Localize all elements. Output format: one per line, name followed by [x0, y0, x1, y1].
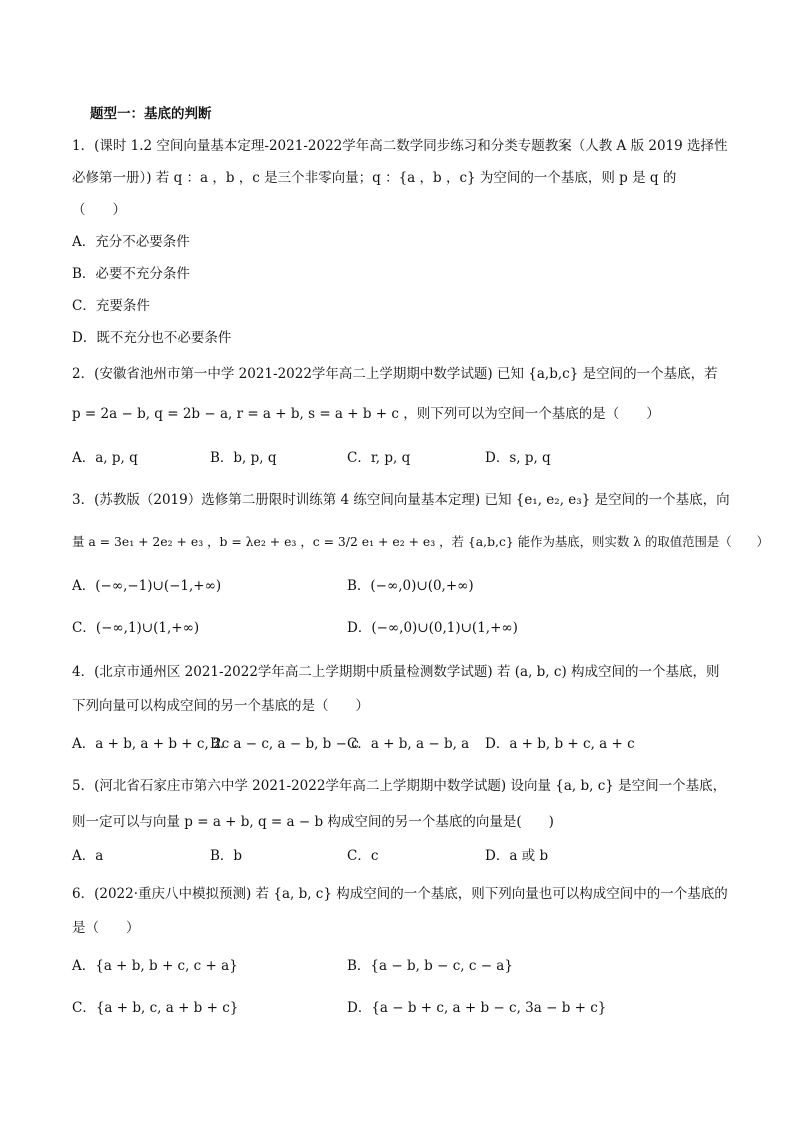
q5-option-d: D．a 或 b	[485, 848, 549, 864]
q6-option-c: C．{a + b, c, a + b + c}	[72, 1000, 239, 1016]
q2-option-b: B．b, p, q	[210, 450, 277, 466]
q4-option-b: B．a − c, a − b, b − c	[210, 736, 359, 752]
q2-stem-line-1: 2．(安徽省池州市第一中学 2021-2022学年高二上学期期中数学试题) 已知 {a,b,c} 是空间的一个基底，若	[72, 366, 718, 382]
q5-option-a: A．a	[72, 848, 104, 864]
q6-option-a: A．{a + b, b + c, c + a}	[72, 958, 238, 974]
q5-option-c: C．c	[347, 848, 379, 864]
q4-stem-line-1: 4．(北京市通州区 2021-2022学年高二上学期期中质量检测数学试题) 若 (a, b, c) 构成空间的一个基底，则	[72, 664, 720, 680]
q6-stem-line-1: 6．(2022·重庆八中模拟预测) 若 {a, b, c} 构成空间的一个基底，则下列向量也可以构成空间中的一个基底的	[72, 886, 728, 902]
q6-option-d: D．{a − b + c, a + b − c, 3a − b + c}	[347, 1000, 607, 1016]
q3-option-c: C．(−∞,1)∪(1,+∞)	[72, 620, 200, 636]
q2-option-d: D．s, p, q	[485, 450, 551, 466]
q1-option-b: B．必要不充分条件	[72, 266, 190, 282]
q1-option-d: D．既不充分也不必要条件	[72, 330, 232, 346]
q2-option-a: A．a, p, q	[72, 450, 138, 466]
q5-stem-line-1: 5．(河北省石家庄市第六中学 2021-2022学年高二上学期期中数学试题) 设向量 {a, b, c} 是空间一个基底，	[72, 778, 727, 794]
q5-stem-line-2: 则一定可以与向量 p = a + b, q = a − b 构成空间的另一个基底的向量是( )	[72, 814, 554, 830]
q3-stem-line-2: 量 a = 3e₁ + 2e₂ + e₃ ，b = λe₂ + e₃ ，c = 3/2 e₁ + e₂ + e₃ ，若 {a,b,c} 能作为基底，则实数 λ 的取值范围是（ ）	[72, 534, 769, 549]
section-title: 题型一：基底的判断	[90, 106, 212, 122]
q4-option-a: A．a + b, a + b + c, 2c	[72, 736, 230, 752]
q4-option-d: D．a + b, b + c, a + c	[485, 736, 635, 752]
q6-stem-line-2: 是（ ）	[72, 920, 140, 936]
q2-option-c: C．r, p, q	[347, 450, 411, 466]
q1-option-c: C．充要条件	[72, 298, 150, 314]
q1-stem-line-2: 必修第一册）) 若 q ：a ，b ，c 是三个非零向量；q ：{a ，b ，c} 为空间的一个基底，则 p 是 q 的	[72, 170, 677, 186]
q3-option-d: D．(−∞,0)∪(0,1)∪(1,+∞)	[347, 620, 518, 636]
q3-stem-line-1: 3．(苏教版（2019）选修第二册限时训练第 4 练空间向量基本定理) 已知 {e₁, e₂, e₃} 是空间的一个基底，向	[72, 492, 730, 508]
q4-option-c: C．a + b, a − b, a	[347, 736, 470, 752]
q1-stem-line-3: （ ）	[72, 202, 126, 218]
q6-option-b: B．{a − b, b − c, c − a}	[347, 958, 513, 974]
q2-stem-line-2: p = 2a − b, q = 2b − a, r = a + b, s = a + b + c ，则下列可以为空间一个基底的是（ ）	[72, 406, 660, 422]
q3-option-b: B．(−∞,0)∪(0,+∞)	[347, 578, 474, 594]
q4-stem-line-2: 下列向量可以构成空间的另一个基底的是（ ）	[72, 698, 369, 714]
q3-option-a: A．(−∞,−1)∪(−1,+∞)	[72, 578, 222, 594]
q1-option-a: A．充分不必要条件	[72, 234, 190, 250]
q1-stem-line-1: 1．(课时 1.2 空间向量基本定理-2021-2022学年高二数学同步练习和分类专题教案（人教 A 版 2019 选择性	[72, 138, 728, 154]
q5-option-b: B．b	[210, 848, 243, 864]
